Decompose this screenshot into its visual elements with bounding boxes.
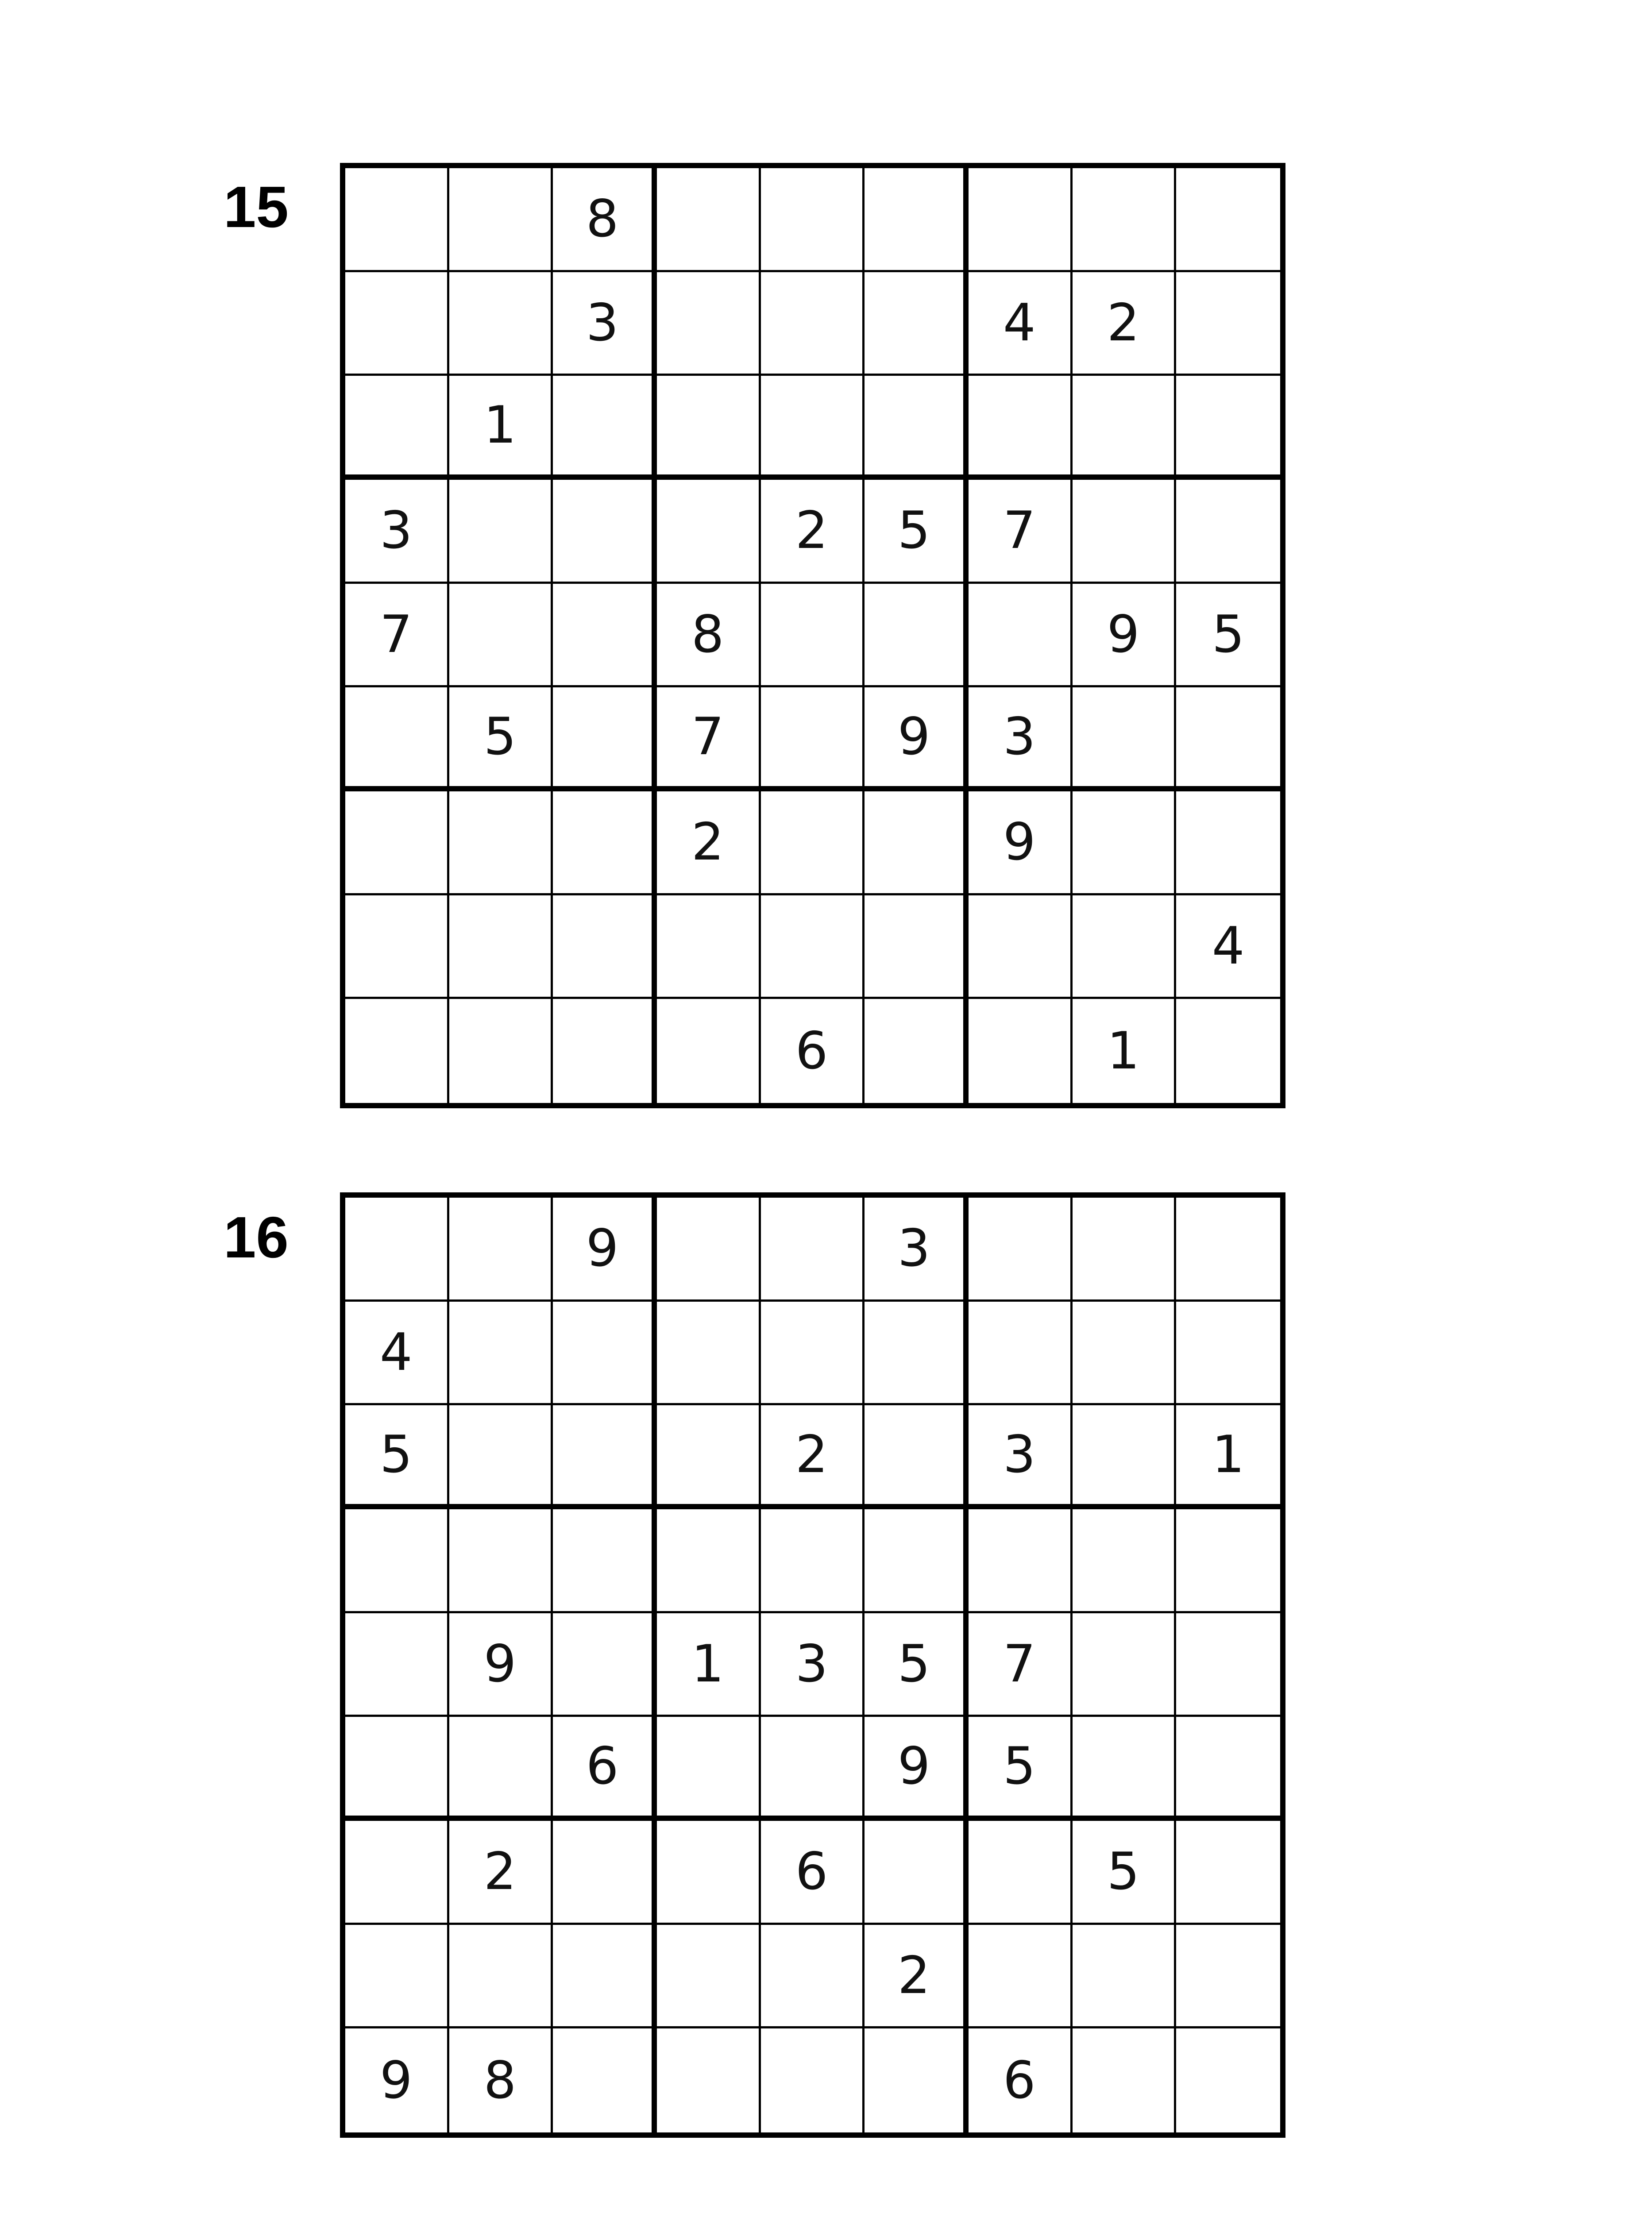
sudoku-cell[interactable] xyxy=(345,1613,449,1717)
sudoku-cell[interactable] xyxy=(657,1821,761,1925)
sudoku-cell[interactable] xyxy=(345,1717,449,1821)
sudoku-cell[interactable] xyxy=(865,895,969,999)
sudoku-cell[interactable] xyxy=(1176,1613,1280,1717)
sudoku-cell[interactable] xyxy=(761,1509,865,1613)
sudoku-cell[interactable] xyxy=(969,1925,1073,2029)
sudoku-cell[interactable] xyxy=(449,168,553,272)
sudoku-cell[interactable]: 2 xyxy=(657,791,761,895)
sudoku-cell[interactable]: 2 xyxy=(761,480,865,584)
sudoku-cell[interactable]: 1 xyxy=(449,376,553,480)
sudoku-cell[interactable] xyxy=(1176,168,1280,272)
sudoku-cell[interactable] xyxy=(1176,1198,1280,1302)
sudoku-cell[interactable] xyxy=(449,791,553,895)
sudoku-cell[interactable] xyxy=(449,999,553,1103)
sudoku-cell[interactable] xyxy=(1176,687,1280,791)
sudoku-cell[interactable] xyxy=(553,999,657,1103)
sudoku-cell[interactable] xyxy=(761,687,865,791)
sudoku-cell[interactable] xyxy=(1176,1821,1280,1925)
sudoku-cell[interactable] xyxy=(865,1509,969,1613)
sudoku-cell[interactable] xyxy=(1176,376,1280,480)
sudoku-cell[interactable]: 5 xyxy=(865,480,969,584)
sudoku-cell[interactable] xyxy=(553,1405,657,1509)
sudoku-cell[interactable] xyxy=(553,895,657,999)
sudoku-cell[interactable] xyxy=(865,1821,969,1925)
sudoku-cell[interactable] xyxy=(761,168,865,272)
sudoku-cell[interactable] xyxy=(761,1717,865,1821)
sudoku-cell[interactable] xyxy=(1073,168,1177,272)
sudoku-cell[interactable] xyxy=(553,1925,657,2029)
sudoku-cell[interactable] xyxy=(1176,791,1280,895)
sudoku-cell[interactable] xyxy=(553,1821,657,1925)
sudoku-cell[interactable] xyxy=(969,584,1073,688)
sudoku-cell[interactable]: 4 xyxy=(969,272,1073,376)
sudoku-cell[interactable] xyxy=(553,1302,657,1406)
sudoku-cell[interactable] xyxy=(865,2028,969,2132)
sudoku-cell[interactable]: 7 xyxy=(657,687,761,791)
sudoku-cell[interactable] xyxy=(449,1509,553,1613)
sudoku-cell[interactable]: 5 xyxy=(969,1717,1073,1821)
sudoku-cell[interactable] xyxy=(553,2028,657,2132)
sudoku-cell[interactable]: 3 xyxy=(969,1405,1073,1509)
sudoku-cell[interactable] xyxy=(657,999,761,1103)
sudoku-cell[interactable]: 2 xyxy=(865,1925,969,2029)
sudoku-cell[interactable]: 4 xyxy=(1176,895,1280,999)
sudoku-cell[interactable] xyxy=(345,791,449,895)
sudoku-cell[interactable]: 5 xyxy=(1073,1821,1177,1925)
sudoku-cell[interactable] xyxy=(865,272,969,376)
sudoku-cell[interactable]: 4 xyxy=(345,1302,449,1406)
sudoku-cell[interactable] xyxy=(1073,687,1177,791)
sudoku-cell[interactable] xyxy=(657,2028,761,2132)
sudoku-cell[interactable] xyxy=(657,1405,761,1509)
sudoku-cell[interactable]: 9 xyxy=(1073,584,1177,688)
sudoku-cell[interactable] xyxy=(449,1925,553,2029)
sudoku-cell[interactable] xyxy=(1073,1405,1177,1509)
sudoku-cell[interactable] xyxy=(553,687,657,791)
sudoku-cell[interactable]: 9 xyxy=(449,1613,553,1717)
sudoku-cell[interactable] xyxy=(1073,895,1177,999)
sudoku-cell[interactable] xyxy=(1073,1925,1177,2029)
sudoku-cell[interactable]: 3 xyxy=(761,1613,865,1717)
sudoku-cell[interactable] xyxy=(865,1302,969,1406)
sudoku-cell[interactable] xyxy=(345,1821,449,1925)
sudoku-cell[interactable] xyxy=(761,1302,865,1406)
sudoku-cell[interactable] xyxy=(969,376,1073,480)
sudoku-cell[interactable] xyxy=(657,1717,761,1821)
sudoku-board xyxy=(340,163,1285,1108)
sudoku-cell[interactable]: 7 xyxy=(345,584,449,688)
sudoku-cell[interactable] xyxy=(657,376,761,480)
sudoku-cell[interactable] xyxy=(449,584,553,688)
sudoku-cell[interactable] xyxy=(761,584,865,688)
sudoku-cell[interactable] xyxy=(345,895,449,999)
sudoku-cell[interactable] xyxy=(761,272,865,376)
sudoku-cell[interactable] xyxy=(657,480,761,584)
sudoku-cell[interactable] xyxy=(761,1925,865,2029)
sudoku-cell[interactable] xyxy=(345,999,449,1103)
sudoku-cell[interactable] xyxy=(553,791,657,895)
sudoku-cell[interactable] xyxy=(657,1302,761,1406)
sudoku-cell[interactable] xyxy=(1176,1509,1280,1613)
sudoku-cell[interactable] xyxy=(865,1405,969,1509)
sudoku-cell[interactable]: 6 xyxy=(969,2028,1073,2132)
sudoku-cell[interactable] xyxy=(1073,1509,1177,1613)
sudoku-cell[interactable] xyxy=(969,895,1073,999)
sudoku-cell[interactable] xyxy=(345,1925,449,2029)
sudoku-cell[interactable] xyxy=(345,1198,449,1302)
sudoku-cell[interactable]: 1 xyxy=(1073,999,1177,1103)
sudoku-cell[interactable]: 3 xyxy=(865,1198,969,1302)
sudoku-cell[interactable] xyxy=(449,1405,553,1509)
sudoku-cell[interactable]: 9 xyxy=(969,791,1073,895)
sudoku-cell[interactable] xyxy=(761,895,865,999)
sudoku-cell[interactable]: 9 xyxy=(553,1198,657,1302)
sudoku-cell[interactable] xyxy=(657,895,761,999)
sudoku-cell[interactable] xyxy=(553,1509,657,1613)
sudoku-cell[interactable] xyxy=(657,1925,761,2029)
sudoku-cell[interactable] xyxy=(1073,376,1177,480)
sudoku-cell[interactable] xyxy=(345,272,449,376)
sudoku-cell[interactable]: 7 xyxy=(969,480,1073,584)
sudoku-cell[interactable]: 2 xyxy=(1073,272,1177,376)
sudoku-cell[interactable] xyxy=(1176,999,1280,1103)
sudoku-cell[interactable] xyxy=(969,1509,1073,1613)
sudoku-cell[interactable] xyxy=(449,1717,553,1821)
sudoku-cell[interactable] xyxy=(553,376,657,480)
sudoku-cell[interactable] xyxy=(553,1613,657,1717)
sudoku-cell[interactable]: 5 xyxy=(1176,584,1280,688)
sudoku-cell[interactable]: 9 xyxy=(865,687,969,791)
sudoku-cell[interactable]: 5 xyxy=(449,687,553,791)
sudoku-cell[interactable] xyxy=(1176,480,1280,584)
sudoku-cell[interactable]: 8 xyxy=(553,168,657,272)
sudoku-cell[interactable]: 6 xyxy=(761,1821,865,1925)
sudoku-cell[interactable] xyxy=(1176,272,1280,376)
sudoku-cell[interactable]: 5 xyxy=(865,1613,969,1717)
sudoku-cell[interactable]: 1 xyxy=(1176,1405,1280,1509)
puzzle-number: 15 xyxy=(224,174,289,239)
sudoku-cell[interactable] xyxy=(449,1198,553,1302)
sudoku-cell[interactable]: 6 xyxy=(553,1717,657,1821)
sudoku-cell[interactable] xyxy=(1073,1613,1177,1717)
sudoku-cell[interactable]: 9 xyxy=(345,2028,449,2132)
sudoku-cell[interactable] xyxy=(345,687,449,791)
sudoku-cell[interactable] xyxy=(1073,480,1177,584)
sudoku-cell[interactable] xyxy=(1073,791,1177,895)
puzzle-number: 16 xyxy=(224,1205,289,1270)
sudoku-cell[interactable] xyxy=(761,1198,865,1302)
sudoku-cell[interactable]: 3 xyxy=(553,272,657,376)
sudoku-board xyxy=(340,1192,1285,2138)
sudoku-cell[interactable]: 9 xyxy=(865,1717,969,1821)
sudoku-cell[interactable] xyxy=(657,1198,761,1302)
sudoku-cell[interactable] xyxy=(865,376,969,480)
sudoku-cell[interactable] xyxy=(345,1509,449,1613)
sudoku-cell[interactable] xyxy=(969,999,1073,1103)
sudoku-cell[interactable] xyxy=(1073,2028,1177,2132)
sudoku-cell[interactable] xyxy=(1176,1925,1280,2029)
sudoku-cell[interactable] xyxy=(761,2028,865,2132)
sudoku-cell[interactable] xyxy=(657,168,761,272)
sudoku-cell[interactable] xyxy=(553,584,657,688)
sudoku-cell[interactable] xyxy=(1073,1198,1177,1302)
sudoku-cell[interactable] xyxy=(1176,1302,1280,1406)
sudoku-cell[interactable] xyxy=(969,1302,1073,1406)
sudoku-cell[interactable]: 2 xyxy=(449,1821,553,1925)
sudoku-cell[interactable] xyxy=(345,376,449,480)
sudoku-cell[interactable] xyxy=(761,376,865,480)
sudoku-cell[interactable] xyxy=(449,895,553,999)
sudoku-cell[interactable]: 3 xyxy=(345,480,449,584)
sudoku-cell[interactable] xyxy=(345,168,449,272)
sudoku-cell[interactable] xyxy=(449,272,553,376)
sudoku-cell[interactable] xyxy=(969,168,1073,272)
sudoku-cell[interactable]: 8 xyxy=(449,2028,553,2132)
sudoku-cell[interactable] xyxy=(865,584,969,688)
sudoku-cell[interactable] xyxy=(969,1198,1073,1302)
sudoku-cell[interactable] xyxy=(657,1509,761,1613)
sudoku-cell[interactable] xyxy=(865,168,969,272)
sudoku-cell[interactable] xyxy=(449,480,553,584)
sudoku-cell[interactable] xyxy=(1073,1302,1177,1406)
sudoku-cell[interactable] xyxy=(865,791,969,895)
sudoku-cell[interactable] xyxy=(553,480,657,584)
sudoku-cell[interactable] xyxy=(1073,1717,1177,1821)
sudoku-cell[interactable]: 7 xyxy=(969,1613,1073,1717)
sudoku-cell[interactable] xyxy=(761,791,865,895)
sudoku-cell[interactable] xyxy=(449,1302,553,1406)
sudoku-cell[interactable] xyxy=(657,272,761,376)
sudoku-cell[interactable]: 3 xyxy=(969,687,1073,791)
sudoku-cell[interactable]: 1 xyxy=(657,1613,761,1717)
sudoku-cell[interactable] xyxy=(1176,2028,1280,2132)
sudoku-cell[interactable]: 6 xyxy=(761,999,865,1103)
sudoku-cell[interactable] xyxy=(1176,1717,1280,1821)
sudoku-cell[interactable] xyxy=(969,1821,1073,1925)
sudoku-cell[interactable]: 2 xyxy=(761,1405,865,1509)
sudoku-cell[interactable]: 5 xyxy=(345,1405,449,1509)
sudoku-cell[interactable] xyxy=(865,999,969,1103)
sudoku-cell[interactable]: 8 xyxy=(657,584,761,688)
